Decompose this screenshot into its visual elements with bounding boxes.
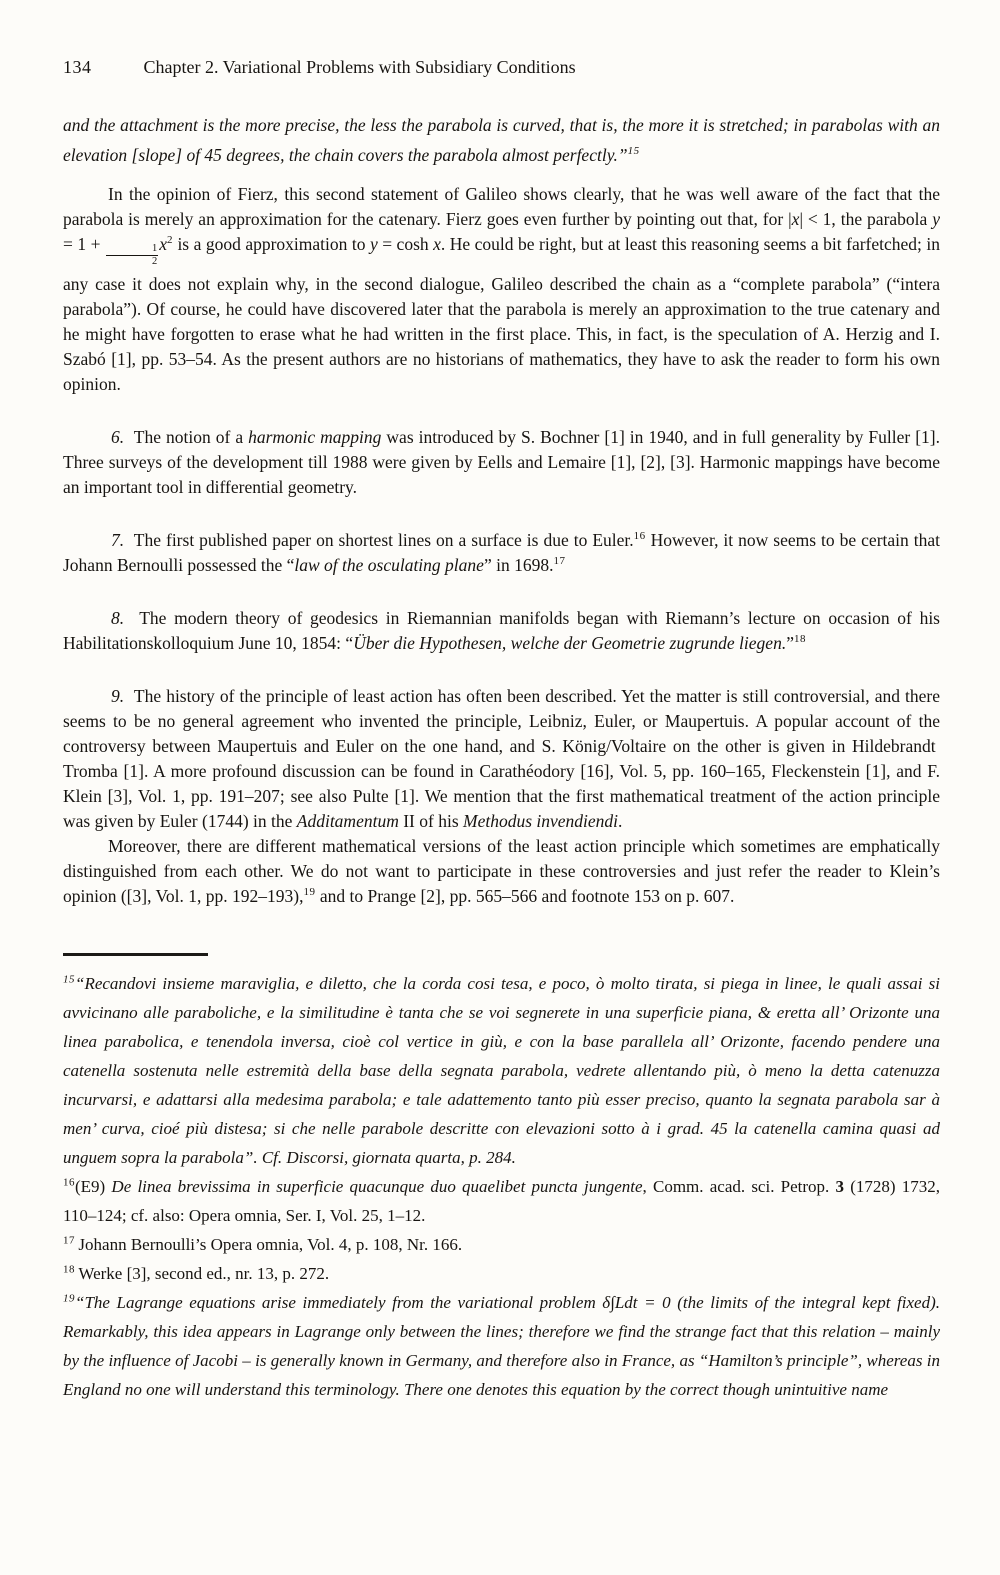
main-text [63,110,940,909]
note-9-paragraph-2: Moreover, there are different mathematical versions of the least action principle which sometimes are emphatically distinguished from each other. We do not want to participate in these controversies and just refer the reader to Klein’s opinion ([3], Vol. 1, pp. 192–193),$^{19}$ and to Prange [2], pp. 565–566 and footnote 153 on p. 607. [63,836,940,907]
footnote-separator [63,953,208,956]
footnote-15: $^{15}$“Recandovi insieme maraviglia, e diletto, che la corda cosi tesa, e poco, ò molto tirata, si piega in linee, le quali assai si avvicinano alle paraboliche, e la similitudine è tanta che se voi segnerete in una superficie piana, & eretta all’ Orizonte una linea parabolica, e tenendola inversa, cioè col vertice in giù, e con la base parallela all’ Orizonte, facendo pendere una catenella sostenuta nelle estremità della base della segnata parabola, vedrete allentando più, ò meno la detta catenuzza incurvarsi, e adattarsi alla medesima parabola; e tale adattemento tanto più esser preciso, quanto la segnata parabola sar à men’ curva, cioé più distesa; si che nelle parabole descritte con elevazioni sotto à i grad. 45 la catenella camina quasi ad unguem sopra la parabola”. Cf. Discorsi, giornata quarta, p. 284. [63,973,940,1168]
page-number: 134 [63,57,92,77]
footnotes [63,969,940,1404]
quote-continuation-paragraph: and the attachment is the more precise, the less the parabola is curved, that is, the more it is stretched; in parabolas with an elevation [slope] of 45 degrees, the chain covers the parabola almost perfectly.”$^{15}$ [63,115,940,165]
footnote-18: $^{18}$ Werke [3], second ed., nr. 13, p. 272. [63,1263,330,1284]
page-header [63,55,940,79]
footnote-16: $^{16}$(E9) De linea brevissima in superficie quacunque duo quaelibet puncta jungente, Comm. acad. sci. Petrop. 3 (1728) 1732, 110–124; cf. also: Opera omnia, Ser. I, Vol. 25, 1–12. [63,1176,940,1226]
note-8-paragraph: 8. The modern theory of geodesics in Riemannian manifolds began with Riemann’s lecture on occasion of his Habilitationskolloquium June 10, 1854: “Über die Hypothesen, welche der Geometrie zugrunde liegen.”$^{18}$ [63,608,940,654]
paragraph-fierz-opinion: In the opinion of Fierz, this second statement of Galileo shows clearly, that he was well aware of the fact that the parabola is merely an approximation for the catenary. Fierz goes even further by pointing out that, for |x| < 1, the parabola y = 1 + $\frac{1}{2}$ $x^2$ is a good approximation to y = cosh x. He could be right, but at least this reasoning seems a bit farfetched; in any case it does not explain why, in the second dialogue, Galileo described the chain as a “complete parabola” (“intera parabola”). Of course, he could have discovered later that the parabola is merely an approximation to the true catenary and he might have forgotten to erase what he had written in the first place. This, in fact, is the speculation of A. Herzig and I. Szabó [1], pp. 53–54. As the present authors are no historians of mathematics, they have to ask the reader to form his own opinion. [63,184,941,395]
note-6-paragraph: 6. The notion of a harmonic mapping was introduced by S. Bochner [1] in 1940, and in full generality by Fuller [1]. Three surveys of the development till 1988 were given by Eells and Lemaire [1], [2], [3]. Harmonic mappings have become an important tool in differential geometry. [63,427,940,498]
footnote-19: $^{19}$“The Lagrange equations arise immediately from the variational problem δ∫Ldt = 0 (the limits of the integral kept fixed). Remarkably, this idea appears in Lagrange only between the lines; therefore we find the strange fact that this relation – mainly by the influence of Jacobi – is generally known in Germany, and therefore also in France, as “Hamilton’s principle”, whereas in England no one will understand this terminology. There one denotes this equation by the correct though unintuitive name [63,1292,940,1400]
note-9-paragraph-1: 9. The history of the principle of least action has often been described. Yet the matter is still controversial, and there seems to be no general agreement who invented the principle, Leibniz, Euler, or Maupertuis. A popular account of the controversy between Maupertuis and Euler on the one hand, and S. König/Voltaire on the other is given in Hildebrandt Tromba [1]. A more profound discussion can be found in Carathéodory [16], Vol. 5, pp. 160–165, Fleckenstein [1], and F. Klein [3], Vol. 1, pp. 191–207; see also Pulte [1]. We mention that the first mathematical treatment of the action principle was given by Euler (1744) in the Additamentum II of his Methodus invendiendi. [63,686,940,832]
chapter-title: Chapter 2. Variational Problems with Subsidiary Conditions [143,57,576,77]
footnote-17: $^{17}$ Johann Bernoulli’s Opera omnia, Vol. 4, p. 108, Nr. 166. [63,1234,463,1255]
note-7-paragraph: 7. The first published paper on shortest lines on a surface is due to Euler.$^{16}$ However, it now seems to be certain that Johann Bernoulli possessed the “law of the osculating plane” in 1698.17 [63,530,940,576]
